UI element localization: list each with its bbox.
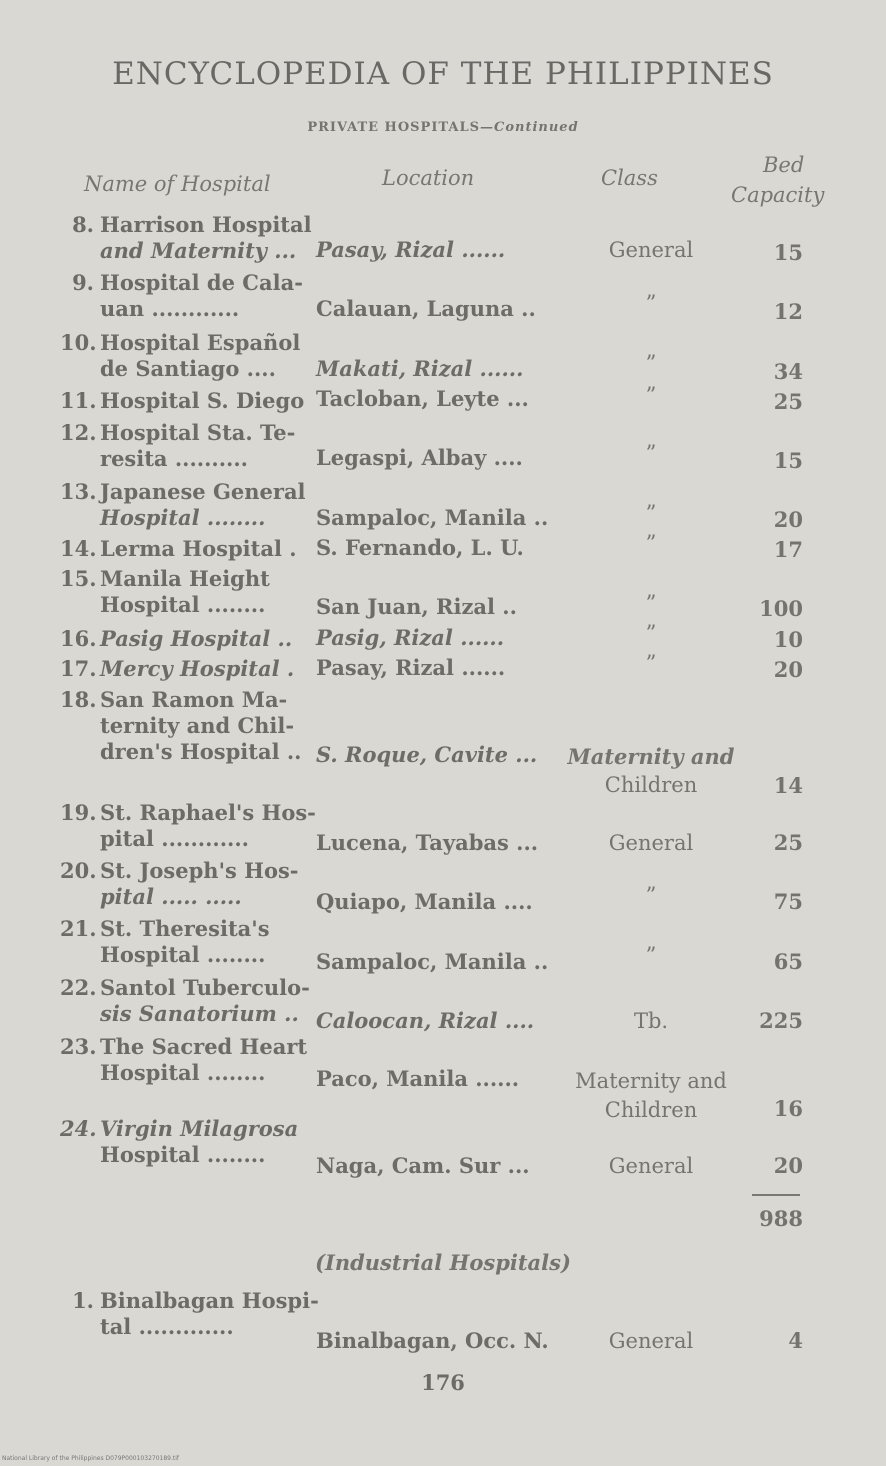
header-capacity: Capacity	[731, 183, 825, 207]
row-location: Naga, Cam. Sur ...	[316, 1153, 530, 1178]
row-class: ”	[645, 383, 657, 407]
row-location: Legaspi, Albay ....	[316, 445, 523, 470]
row-name-line2: tal .............	[100, 1314, 234, 1339]
row-class: ”	[645, 291, 657, 315]
row-location: Paco, Manila ......	[316, 1066, 520, 1091]
row-class-line2: Children	[604, 1098, 698, 1122]
row-capacity: 10	[773, 627, 803, 652]
row-capacity: 17	[773, 537, 803, 562]
total-capacity: 988	[759, 1206, 803, 1231]
row-capacity: 25	[773, 389, 803, 414]
row-name-line1: St. Raphael's Hos-	[100, 800, 316, 825]
table-row-22-name	[60, 975, 310, 1027]
row-capacity: 4	[788, 1328, 803, 1353]
header-name: Name of Hospital	[84, 172, 271, 196]
table-row-17-name	[60, 656, 298, 682]
row-number: 20.	[60, 858, 97, 883]
row-name-line1: Hospital de Cala-	[100, 270, 303, 295]
row-capacity: 25	[773, 830, 803, 855]
row-number: 13.	[60, 479, 97, 504]
row-name-line2: pital ............	[100, 826, 249, 851]
row-class: ”	[645, 351, 657, 375]
table-row-13-name	[60, 479, 306, 531]
row-location: Calauan, Laguna ..	[316, 296, 536, 321]
row-number: 10.	[60, 330, 97, 355]
row-class: ”	[645, 591, 657, 615]
row-number: 14.	[60, 536, 97, 561]
row-class: ”	[645, 943, 657, 967]
row-number: 17.	[60, 656, 97, 681]
subtitle-continued: —Continued	[479, 120, 579, 135]
row-class: General	[608, 238, 694, 262]
row-capacity: 34	[773, 359, 803, 384]
industrial-row-1-name	[60, 1288, 319, 1340]
table-row-8-name	[60, 212, 312, 264]
row-name-line1: Harrison Hospital	[100, 212, 312, 237]
table-row-14-name	[60, 536, 298, 562]
row-location: Tacloban, Leyte ...	[316, 386, 529, 411]
row-capacity: 65	[773, 949, 803, 974]
table-row-19-name	[60, 800, 316, 852]
row-name-line1: Manila Height	[100, 566, 270, 591]
row-number: 19.	[60, 800, 97, 825]
row-class: General	[608, 831, 694, 855]
table-row-20-name	[60, 858, 298, 910]
header-class: Class	[601, 166, 658, 190]
row-capacity: 100	[759, 596, 803, 621]
row-class: General	[608, 1329, 694, 1353]
row-name-line2: ternity and Chil-	[100, 713, 295, 738]
row-name-line1: Pasig Hospital ..	[100, 626, 293, 651]
row-location: Lucena, Tayabas ...	[316, 830, 539, 855]
row-class: Maternity and	[575, 1069, 727, 1093]
header-location: Location	[382, 166, 475, 190]
row-name-line1: St. Theresita's	[100, 916, 270, 941]
row-class: ”	[645, 501, 657, 525]
table-row-24-name	[60, 1116, 298, 1168]
row-name-line1: Japanese General	[100, 479, 306, 504]
row-location: Sampaloc, Manila ..	[316, 505, 549, 530]
row-location: Sampaloc, Manila ..	[316, 949, 549, 974]
row-name-line2: resita ..........	[100, 446, 248, 471]
row-number: 11.	[60, 388, 97, 413]
row-capacity: 16	[773, 1096, 803, 1121]
row-name-line1: Virgin Milagrosa	[100, 1116, 299, 1141]
row-location: Caloocan, Rizal ....	[316, 1008, 535, 1033]
row-name-line1: Lerma Hospital .	[100, 536, 297, 561]
row-name-line3: dren's Hospital ..	[100, 739, 302, 764]
row-number: 1.	[72, 1288, 94, 1313]
table-row-21-name	[60, 916, 298, 968]
row-name-line1: Hospital S. Diego	[100, 388, 305, 413]
row-name-line2: Hospital ........	[100, 1060, 266, 1085]
table-row-10-name	[60, 330, 301, 382]
row-class: Tb.	[633, 1009, 669, 1033]
row-name-line2: Hospital ........	[100, 1142, 266, 1167]
row-name-line1: Hospital Sta. Te-	[100, 420, 296, 445]
row-number: 12.	[60, 420, 97, 445]
row-name-line2: Hospital ........	[100, 505, 266, 530]
row-name-line2: Hospital ........	[100, 592, 266, 617]
row-class: ”	[645, 651, 657, 675]
row-number: 18.	[60, 687, 97, 712]
section-title: (Industrial Hospitals)	[315, 1250, 571, 1275]
row-capacity: 14	[773, 773, 803, 798]
row-number: 24.	[60, 1116, 97, 1141]
row-name-line2: de Santiago ....	[100, 356, 276, 381]
page-title: ENCYCLOPEDIA OF THE PHILIPPINES	[112, 56, 774, 92]
row-class: General	[608, 1154, 694, 1178]
row-location: S. Roque, Cavite ...	[316, 742, 538, 767]
row-location: S. Fernando, L. U.	[316, 535, 524, 560]
table-row-16-name	[60, 626, 298, 652]
row-number: 21.	[60, 916, 97, 941]
row-location: Pasay, Rizal ......	[316, 237, 506, 262]
table-row-9-name	[60, 270, 303, 322]
subtitle-main: PRIVATE HOSPITALS	[307, 120, 480, 135]
row-class-line2: Children	[604, 773, 698, 797]
row-capacity: 20	[773, 507, 803, 532]
page-number: 176	[421, 1370, 465, 1395]
row-capacity: 225	[759, 1008, 803, 1033]
row-capacity: 75	[773, 889, 803, 914]
row-number: 9.	[72, 270, 94, 295]
table-row-23-name	[60, 1034, 308, 1086]
row-name-line2: and Maternity ...	[100, 238, 297, 263]
row-capacity: 20	[773, 657, 803, 682]
row-location: Binalbagan, Occ. N.	[316, 1328, 549, 1353]
row-class: ”	[645, 531, 657, 555]
row-class: ”	[645, 883, 657, 907]
table-row-18-name	[60, 687, 302, 765]
table-row-12-name	[60, 420, 298, 472]
subtitle	[0, 120, 886, 135]
row-capacity: 12	[773, 299, 803, 324]
row-class: ”	[645, 621, 657, 645]
row-name-line1: Binalbagan Hospi-	[100, 1288, 319, 1313]
row-capacity: 15	[773, 240, 803, 265]
row-capacity: 15	[773, 448, 803, 473]
row-name-line2: sis Sanatorium ..	[100, 1001, 299, 1026]
row-name-line2: uan ............	[100, 296, 240, 321]
row-class: ”	[645, 441, 657, 465]
row-location: Quiapo, Manila ....	[316, 889, 533, 914]
row-name-line2: pital ..... .....	[100, 884, 242, 909]
row-location: Pasay, Rizal ......	[316, 655, 506, 680]
row-number: 8.	[72, 212, 94, 237]
row-name-line1: St. Joseph's Hos-	[100, 858, 299, 883]
total-rule	[752, 1194, 800, 1196]
header-bed: Bed	[763, 153, 805, 177]
row-location: Makati, Rizal ......	[316, 356, 524, 381]
row-name-line1: The Sacred Heart	[100, 1034, 308, 1059]
scan-credit: National Library of the Philippines D079P000103270189.tif	[2, 1455, 180, 1462]
row-location: Pasig, Rizal ......	[316, 625, 505, 650]
row-number: 15.	[60, 566, 97, 591]
table-row-15-name	[60, 566, 298, 618]
row-number: 23.	[60, 1034, 97, 1059]
row-name-line2: Hospital ........	[100, 942, 266, 967]
row-name-line1: San Ramon Ma-	[100, 687, 288, 712]
row-number: 16.	[60, 626, 97, 651]
row-class: Maternity and	[567, 744, 735, 769]
row-location: San Juan, Rizal ..	[316, 594, 517, 619]
row-name-line1: Mercy Hospital .	[100, 656, 295, 681]
table-row-11-name	[60, 388, 305, 414]
row-number: 22.	[60, 975, 97, 1000]
row-name-line1: Hospital Español	[100, 330, 301, 355]
row-capacity: 20	[773, 1153, 803, 1178]
row-name-line1: Santol Tuberculo-	[100, 975, 310, 1000]
